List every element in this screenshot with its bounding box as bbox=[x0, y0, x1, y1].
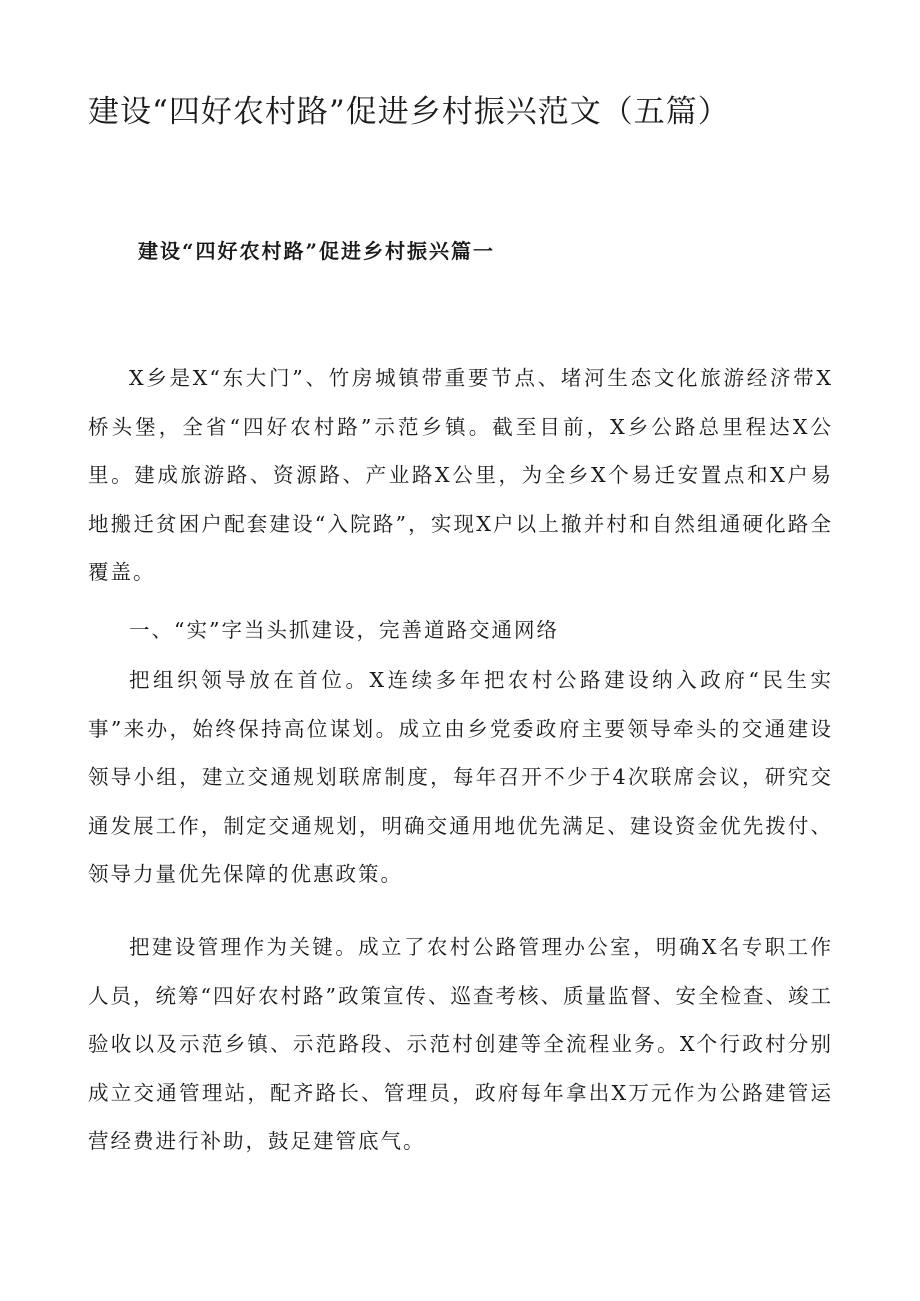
body-paragraph-management: 把建设管理作为关键。成立了农村公路管理办公室，明确X名专职工作人员，统筹“四好农村路”政策宣传、巡查考核、质量监督、安全检查、竣工验收以及示范乡镇、示范路段、示范村创建等全流程业务。X个行政村分别成立交通管理站，配齐路长、管理员，政府每年拿出X万元作为公路建管运营经费进行补助，鼓足建管底气。 bbox=[88, 935, 833, 1154]
intro-paragraph: X乡是X“东大门”、竹房城镇带重要节点、堵河生态文化旅游经济带X桥头堡，全省“四好农村路”示范乡镇。截至目前，X乡公路总里程达X公里。建成旅游路、资源路、产业路X公里，为全乡X个易迁安置点和X户易地搬迁贫困户配套建设“入院路”，实现X户以上撤并村和自然组通硬化路全覆盖。 bbox=[88, 366, 833, 585]
section-subtitle: 建设“四好农村路”促进乡村振兴篇一 bbox=[138, 239, 496, 263]
section-heading: 一、“实”字当头抓建设，完善道路交通网络 bbox=[129, 618, 559, 642]
body-paragraph-leadership: 把组织领导放在首位。X连续多年把农村公路建设纳入政府“民生实事”来办，始终保持高位谋划。成立由乡党委政府主要领导牵头的交通建设领导小组，建立交通规划联席制度，每年召开不少于4次联席会议，研究交通发展工作，制定交通规划，明确交通用地优先满足、建设资金优先拨付、领导力量优先保障的优惠政策。 bbox=[88, 668, 833, 887]
document-title: 建设“四好农村路”促进乡村振兴范文（五篇） bbox=[88, 94, 730, 130]
